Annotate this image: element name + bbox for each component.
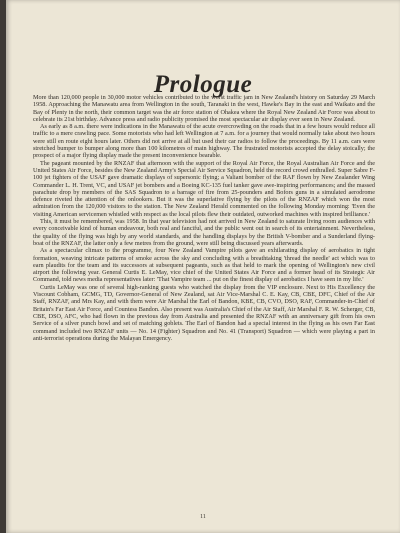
chapter-body xyxy=(33,94,375,342)
paragraph: More than 120,000 people in 30,000 motor vehicles contributed to the worst traffic jam in New Zealand's history on Saturday 29 March 1958. Approaching the Manawatu area from Wellington in the south, Taranaki in the west, Hawke's Bay in the east and Waikato and the Bay of Plenty in the north, their common target was the air force station of Ohakea where the Royal New Zealand Air Force was about to celebrate its 21st birthday. Advance press and radio publicity promised the most spectacular air display ever seen in New Zealand. xyxy=(33,94,375,123)
paragraph: As early as 8 a.m. there were indications in the Manawatu of the acute overcrowding on the roads that in a few hours would reduce all traffic to a mere crawling pace. Some motorists who had left Wellington at 7 a.m. for a journey that would normally take about two hours were still en route eight hours later. Others did not arrive at all but used their car radios to follow the proceedings. By 11 a.m. cars were stretched bumper to bumper along more than 100 kilometres of main highway. The frustrated motorists accepted the delay stoically; the prospect of a major flying display made the present inconvenience bearable. xyxy=(33,123,375,160)
book-page xyxy=(6,0,400,533)
paragraph: Curtis LeMay was one of several high-ranking guests who watched the display from the VIP enclosure. Next to His Excellency the Viscount Cobham, GCMG, TD, Governor-General of New Zealand, sat Air Vice-Marshal C. E. Kay, CB, CBE, DFC, Chief of the Air Staff, RNZAF, and Mrs Kay, and with them were Air Marshal the Earl of Bandon, KBE, CB, CVO, DSO, RAF, Commander-in-Chief of Britain's Far East Air Force, and Countess Bandon. Also present was Australia's Chief of the Air Staff, Air Marshal F. R. W. Scherger, CB, CBE, DSO, AFC, who had flown in the previous day from Australia and presented the RNZAF with an anniversary gift from his own Service of a silver punch bowl and set of matching goblets. The Earl of Bandon had a special interest in the flying as his own Far East command included two RNZAF units — No. 14 (Fighter) Squadron and No. 41 (Transport) Squadron — which were playing a part in anti-terrorist operations during the Malayan Emergency. xyxy=(33,283,375,342)
page-number: 11 xyxy=(200,514,206,520)
paragraph: The pageant mounted by the RNZAF that afternoon with the support of the Royal Air Force, the Royal Australian Air Force and the United States Air Force, besides the New Zealand Army's Special Air Service Squadron, held the record crowd enthralled. Super Sabre F-100 jet fighters of the USAF gave dramatic displays of supersonic flying; a Valiant bomber of the RAF flown by New Zealander Wing Commander L. H. Trent, VC, and USAF jet bombers and a Boeing KC-135 fuel tanker gave awe-inspiring performances; and the massed parachute drop by members of the SAS Squadron to a barrage of fire from 25-pounders and Bofors guns in a simulated aerodrome defence riveted the attention of the onlookers. But it was the superlative flying by the pilots of the RNZAF which won the most admiration from the 120,000 visitors to the station. The New Zealand Herald commented on the following Monday morning: 'Even the visiting American servicemen whistled with respect as the local pilots flew their outdated, outworked machines with inspired brilliance.' xyxy=(33,159,375,218)
paragraph: This, it must be remembered, was 1958. In that year television had not arrived in New Zealand to saturate living room audiences with every conceivable kind of human endeavour, both real and fanciful, and the public went out in search of its entertainment. Nevertheless, the quality of the flying was high by any world standards, and the handling displays by the British V-bomber and a Sunderland flying-boat of the RNZAF, the latter only a few metres from the ground, were still being discussed years afterwards. xyxy=(33,218,375,247)
paragraph: As a spectacular climax to the programme, four New Zealand Vampire pilots gave an exhilarating display of aerobatics in tight formation, weaving intricate patterns of smoke across the sky and concluding with a breathtaking 'thread the needle' act which was to earn plaudits for the team and its successors at subsequent pageants, such as that held to mark the opening of Wellington's new civil airport the following year. General Curtis E. LeMay, vice chief of the United States Air Force and a former head of its Strategic Air Command, told news media representatives later: 'That Vampire team ... put on the finest display of aerobatics I have seen in my life.' xyxy=(33,247,375,284)
chapter-title: Prologue xyxy=(153,70,253,98)
